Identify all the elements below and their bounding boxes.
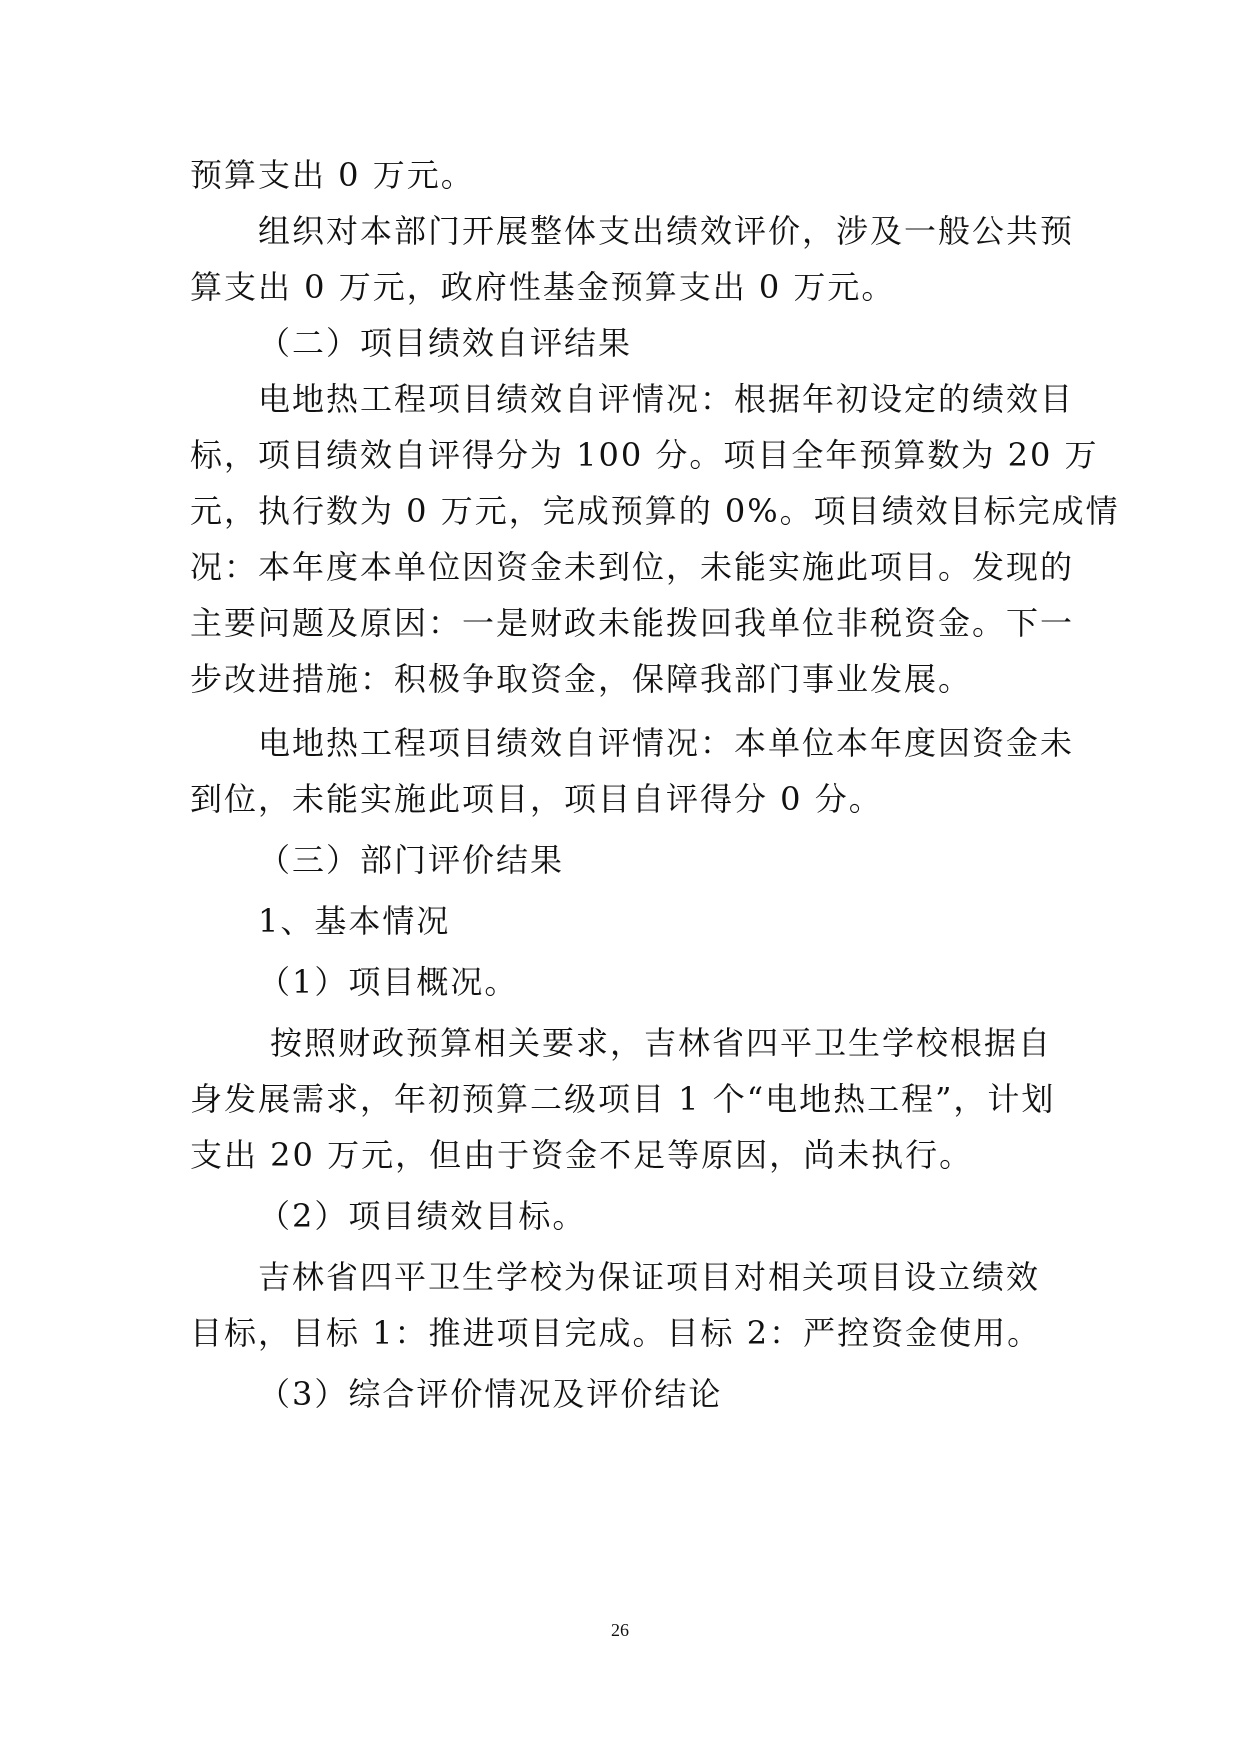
paragraph-line: 组织对本部门开展整体支出绩效评价，涉及一般公共预 [258,212,1075,250]
subsection-heading: 1、基本情况 [258,902,451,940]
text-line: 标，项目绩效自评得分为 100 分。项目全年预算数为 20 万 [190,436,1099,474]
text-line: 目标，目标 1：推进项目完成。目标 2：严控资金使用。 [190,1314,1042,1352]
text-line: 到位，未能实施此项目，项目自评得分 0 分。 [190,780,883,818]
paragraph-line: 按照财政预算相关要求，吉林省四平卫生学校根据自 [270,1024,1053,1062]
text-line: 身发展需求，年初预算二级项目 1 个“电地热工程”，计划 [190,1080,1056,1118]
text-line: 主要问题及原因：一是财政未能拨回我单位非税资金。下一 [190,604,1075,642]
section-heading: （二）项目绩效自评结果 [258,324,633,362]
paragraph-line: 吉林省四平卫生学校为保证项目对相关项目设立绩效 [258,1258,1041,1296]
subsection-heading: （1）项目概况。 [258,963,519,1001]
subsection-heading: （2）项目绩效目标。 [258,1197,587,1235]
paragraph-line: 电地热工程项目绩效自评情况：本单位本年度因资金未 [258,724,1075,762]
subsection-heading: （3）综合评价情况及评价结论 [258,1375,723,1413]
text-line: 元，执行数为 0 万元，完成预算的 0%。项目绩效目标完成情 [190,492,1120,530]
page-number: 26 [611,1620,629,1640]
text-line: 预算支出 0 万元。 [190,156,475,194]
text-line: 步改进措施：积极争取资金，保障我部门事业发展。 [190,660,973,698]
text-line: 支出 20 万元，但由于资金不足等原因，尚未执行。 [190,1136,974,1174]
paragraph-line: 电地热工程项目绩效自评情况：根据年初设定的绩效目 [258,380,1075,418]
text-line: 况：本年度本单位因资金未到位，未能实施此项目。发现的 [190,548,1075,586]
text-line: 算支出 0 万元，政府性基金预算支出 0 万元。 [190,268,896,306]
section-heading: （三）部门评价结果 [258,841,565,879]
